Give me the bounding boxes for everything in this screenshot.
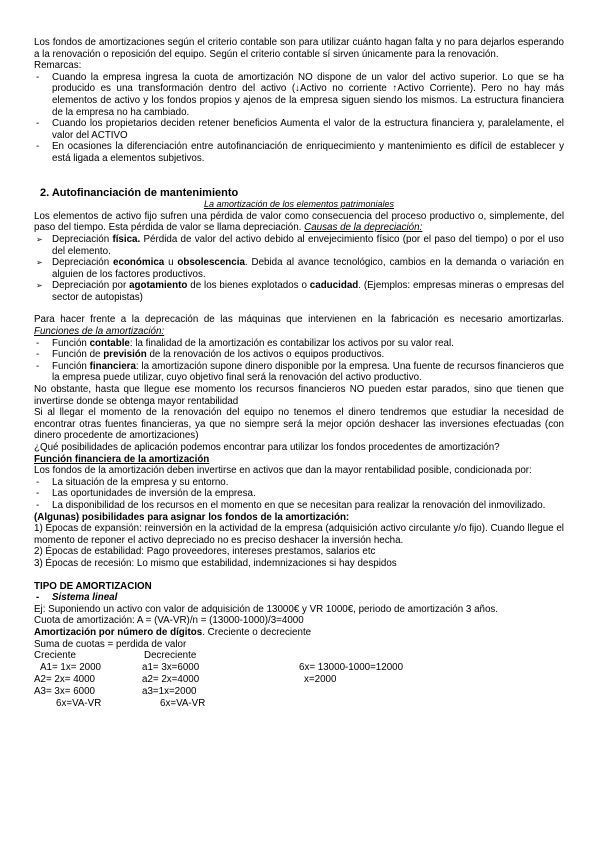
creciente-total: 6x=VA-VR [56,698,102,710]
posibilidades-title: (Algunas) posibilidades para asignar los fondos de la amortización: [34,511,350,523]
decreciente-label: Decreciente [144,650,197,662]
fondos-paragraph: Los fondos de la amortización deben invertirse en activos que dan la mayor rentabilidad posible, condicionada por: [34,465,532,477]
decreciente-a2: a2= 2x=4000 [142,674,200,686]
ejemplo-line-2: Cuota de amortización: A = (VA-VR)/n = (13000-1000)/3=4000 [34,615,304,627]
condiciones-list [34,477,564,512]
sistema-lineal: - Sistema lineal [34,592,564,604]
tipo-amortizacion-title: TIPO DE AMORTIZACION [34,580,152,592]
resultado-6x: 6x= 13000-1000=12000 [299,662,404,674]
renovacion-paragraph: Si al llegar el momento de la renovación del equipo no tenemos el dinero tendremos que estudiar la necesidad de encontrar otras fuentes financieras, ya que no siempre será la mejor opción deshacer las inversiones efectuadas (con dinero procedente de amortizaciones) [34,407,564,442]
pregunta-paragraph: ¿Qué posibilidades de aplicación podemos encontrar para utilizar los fondos procedentes de amortización? [34,442,500,453]
causa-agotamiento: ➢ Depreciación por agotamiento de los bienes explotados o caducidad. (Ejemplos: empresas mineras o empresas del sector de autopistas) [34,280,564,303]
sistema-list [34,592,564,604]
creciente-a1: A1= 1x= 2000 [40,662,102,674]
funcion-financiera-title: Función financiera de la amortización [34,453,210,465]
condicion-item-3: - La disponibilidad de los recursos en el momento en que se necesitan para realizar la renovación del inmovilizado. [34,500,564,512]
creciente-label: Creciente [34,650,76,662]
funciones-list [34,338,564,384]
section-heading: 2. Autofinanciación de mantenimiento [40,186,239,199]
amortizar-paragraph: Para hacer frente a la deprecación de las máquinas que intervienen en la fabricación es necesario amortizarlas. Funciones de la amortización: [34,314,564,338]
resultado-x: x=2000 [304,674,337,686]
funciones-label: Funciones de la amortización: [34,326,165,338]
remarcas-list [34,72,564,165]
no-obstante-paragraph: No obstante, hasta que llegue ese momento los recursos financieros NO pueden estar parados, sino que tienen que invertirse donde se obtenga mayor rentabilidad [34,384,564,407]
causas-list [34,234,564,304]
creciente-a3: A3= 3x= 6000 [34,686,96,698]
posibilidad-expansion: 1) Épocas de expansión: reinversión en la actividad de la empresa (adquisición activo circulante y/o fijo). Cuando llegue el momento de reponer el activo depreciado no es preciso deshacer la inversión hecha. [34,523,564,546]
document-page [34,37,564,708]
digitos-line: Amortización por número de dígitos. Creciente o decreciente [34,626,312,638]
decreciente-a1: a1= 3x=6000 [142,662,200,674]
digitos-calculation [34,650,564,708]
decreciente-a3: a3=1x=2000 [142,686,197,698]
depreciacion-text: Los elementos de activo fijo sufren una pérdida de valor como consecuencia del proceso productivo o, simplemente, del paso del tiempo. Esta pérdida de valor se llama depreciación. [34,210,564,234]
funcion-contable: - Función contable: la finalidad de la amortización es contabilizar los activos por su valor real. [34,338,564,350]
section-subheading: La amortización de los elementos patrimoniales [203,199,395,210]
funcion-prevision: - Función de previsión de la renovación de los activos o equipos productivos. [34,349,564,361]
causa-fisica: ➢ Depreciación física. Pérdida de valor del activo debido al envejecimiento físico (por el paso del tiempo) o por el uso del elemento. [34,234,564,257]
creciente-a2: A2= 2x= 4000 [34,674,96,686]
remarca-item-1: - Cuando la empresa ingresa la cuota de amortización NO dispone de un valor del activo superior. Lo que se ha producido es una transformación dentro del activo (↓Activo no corriente ↑Activo Corriente). Pero no hay más elementos de activo y los fondos propios y ajenos de la empresa siguen siendo los mismos. La estructura financiera de la empresa no ha cambiado. [34,72,564,118]
posibilidad-estabilidad: 2) Épocas de estabilidad: Pago proveedores, intereses prestamos, salarios etc [34,546,376,558]
decreciente-total: 6x=VA-VR [160,698,206,710]
ejemplo-line-1: Ej: Suponiendo un activo con valor de adquisición de 13000€ y VR 1000€, periodo de amortización 3 años. [34,603,499,615]
remarcas-label: Remarcas: [34,60,82,72]
condicion-item-2: - Las oportunidades de inversión de la empresa. [34,488,564,500]
condicion-item-1: - La situación de la empresa y su entorno. [34,477,564,489]
posibilidad-recesion: 3) Épocas de recesión: Lo mismo que estabilidad, indemnizaciones si hay despidos [34,557,397,569]
suma-cuotas-line: Suma de cuotas = perdida de valor [34,638,187,650]
intro-paragraph: Los fondos de amortizaciones según el criterio contable son para utilizar cuánto hagan falta y no para dejarlos esperando a la renovación o reposición del equipo. Según el criterio contable sí sirven únicamente para la renovación. [34,37,564,60]
funcion-financiera: - Función financiera: la amortización supone dinero disponible por la empresa. Una fuente de recursos financieros que la empresa puede utilizar, cuyo objetivo final será la renovación del activo productivo. [34,361,564,384]
causa-economica: ➢ Depreciación económica u obsolescencia. Debida al avance tecnológico, cambios en la demanda o variación en alguien de los factores productivos. [34,257,564,280]
remarca-item-2: - Cuando los propietarios deciden retener beneficios Aumenta el valor de la estructura financiera y, paralelamente, el valor del ACTIVO [34,118,564,141]
depreciacion-paragraph [34,211,564,234]
remarca-item-3: - En ocasiones la diferenciación entre autofinanciación de enriquecimiento y mantenimiento es difícil de establecer y está ligada a elementos subjetivos. [34,141,564,164]
causas-label: Causas de la depreciación: [304,222,423,234]
